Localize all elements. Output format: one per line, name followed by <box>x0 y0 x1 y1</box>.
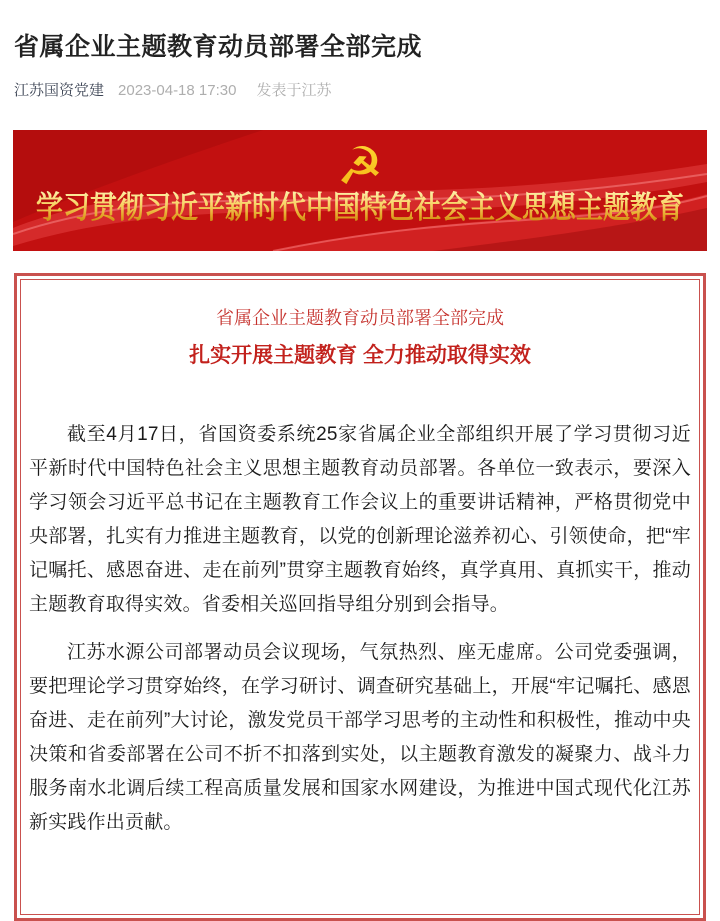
paragraph-1: 截至4月17日，省国资委系统25家省属企业全部组织开展了学习贯彻习近平新时代中国特色社会主义思想主题教育动员部署。各单位一致表示，要深入学习领会习近平总书记在主题教育工作会议上的重要讲话精神，严格贯彻党中央部署，扎实有力推进主题教育，以党的创新理论滋养初心、引领使命，把“牢记嘱托、感恩奋进、走在前列”贯穿主题教育始终，真学真用、真抓实干，推动主题教育取得实效。省委相关巡回指导组分别到会指导。 <box>29 424 691 615</box>
publish-location: 发表于江苏 <box>256 82 332 99</box>
article-subheading: 扎实开展主题教育 全力推动取得实效 <box>189 344 531 367</box>
publish-date: 2023-04-18 17:30 <box>118 82 237 99</box>
party-emblem-icon: ☭ <box>336 137 384 197</box>
banner-title: 学习贯彻习近平新时代中国特色社会主义思想主题教育 <box>36 190 684 225</box>
article-body <box>29 418 691 840</box>
article-heading: 省属企业主题教育动员部署全部完成 <box>216 308 504 328</box>
article-box-inner <box>20 279 700 915</box>
account-name[interactable]: 江苏国资党建 <box>14 82 105 99</box>
paragraph-2: 江苏水源公司部署动员会议现场，气氛热烈、座无虚席。公司党委强调，要把理论学习贯穿始终，在学习研讨、调查研究基础上，开展“牢记嘱托、感恩奋进、走在前列”大讨论，激发党员干部学习思考的主动性和积极性，推动中央决策和省委部署在公司不折不扣落到实处，以主题教育激发的凝聚力、战斗力服务南水北调后续工程高质量发展和国家水网建设，为推进中国式现代化江苏新实践作出贡献。 <box>29 642 691 833</box>
article-box <box>14 273 706 921</box>
page-title: 省属企业主题教育动员部署全部完成 <box>14 33 423 61</box>
banner-svg <box>13 130 707 251</box>
byline <box>14 82 706 100</box>
banner-image[interactable] <box>13 130 707 251</box>
